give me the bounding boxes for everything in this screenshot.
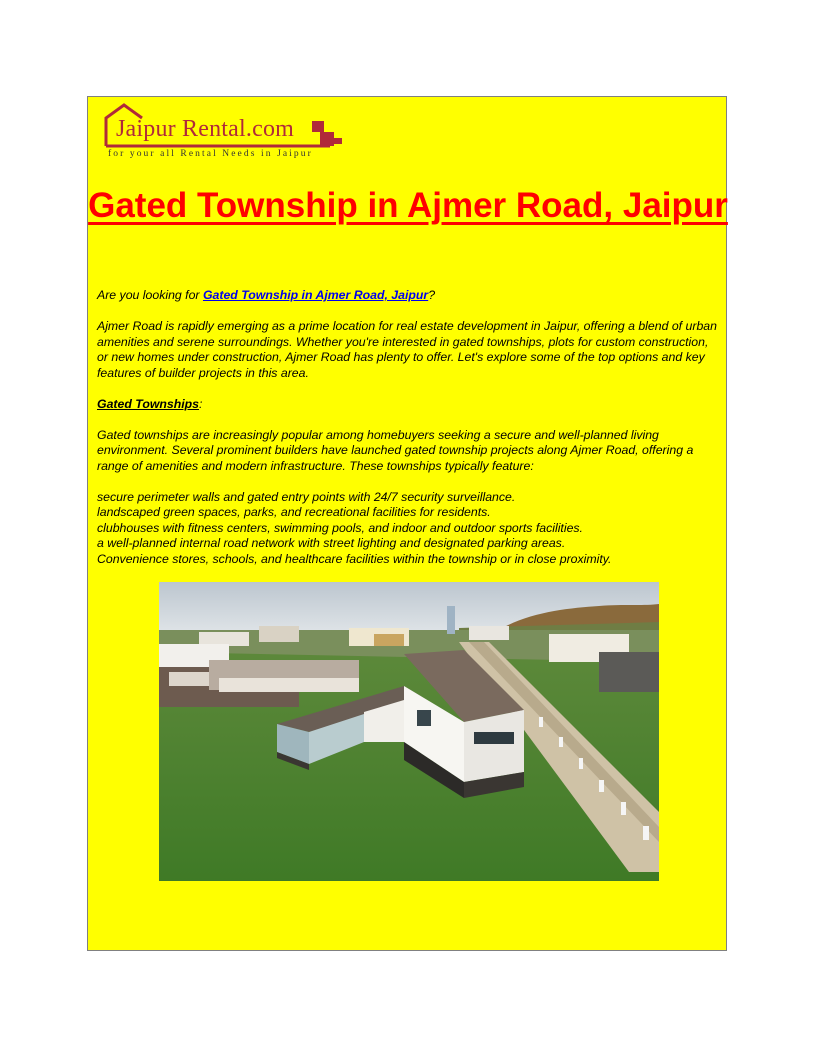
township-aerial-photo: [159, 582, 659, 881]
document-page: [87, 96, 727, 951]
townships-paragraph: Gated townships are increasingly popular among homebuyers seeking a secure and well-planned living environment. Several prominent builders have launched gated township projects along Ajmer Road, offering a range of amenities and modern infrastructure. These townships typically feature:: [97, 427, 694, 473]
section-heading-line: [97, 397, 722, 413]
page-title: Gated Township in Ajmer Road, Jaipur: [88, 186, 728, 225]
feature-item: landscaped green spaces, parks, and recreational facilities for residents.: [97, 505, 491, 519]
intro-paragraph: Ajmer Road is rapidly emerging as a prime location for real estate development in Jaipur, offering a blend of urban amenities and serene surroundings. Whether you're interested in gated townships, plots for custom construction, or new homes under construction, Ajmer Road has plenty to offer. Let's explore some of the top options and key features of builder projects in this area.: [97, 319, 717, 380]
jaipur-rental-logo[interactable]: [102, 102, 347, 164]
intro-line: [97, 288, 722, 304]
article-body: [97, 288, 722, 567]
intro-suffix: ?: [428, 288, 436, 302]
logo-brand-text: Jaipur Rental.com: [116, 116, 295, 142]
feature-item: clubhouses with fitness centers, swimming pools, and indoor and outdoor sports facilities.: [97, 520, 583, 535]
intro-prefix: Are you looking for: [97, 288, 203, 302]
section-heading: Gated Townships: [97, 396, 200, 411]
feature-item: secure perimeter walls and gated entry points with 24/7 security surveillance.: [97, 489, 516, 504]
township-photo-illustration: [159, 582, 659, 881]
logo-tagline: for your all Rental Needs in Jaipur: [108, 149, 313, 159]
section-heading-colon: :: [199, 396, 203, 411]
feature-item: Convenience stores, schools, and healthcare facilities within the township or in close proximity.: [97, 551, 612, 566]
gated-township-link[interactable]: Gated Township in Ajmer Road, Jaipur: [202, 288, 429, 302]
feature-item: a well-planned internal road network with street lighting and designated parking areas.: [97, 536, 566, 550]
